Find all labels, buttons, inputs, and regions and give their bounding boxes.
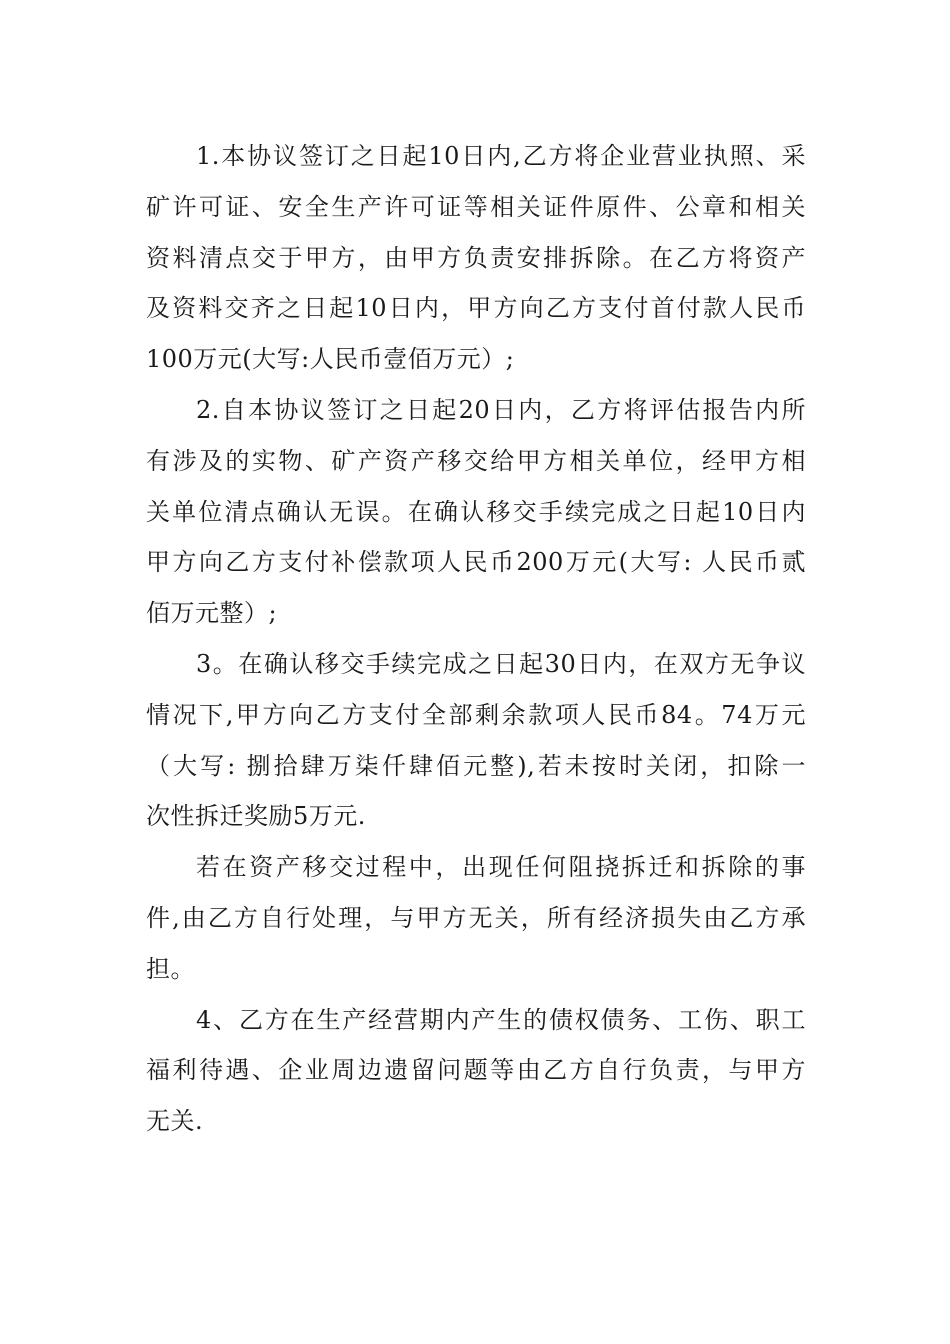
text-line: 3。在确认移交手续完成之日起30日内，在双方无争议 bbox=[196, 649, 806, 678]
text-line: 及资料交齐之日起10日内，甲方向乙方支付首付款人民币 bbox=[146, 294, 806, 323]
text-line: 关单位清点确认无误。在确认移交手续完成之日起10日内 bbox=[146, 497, 806, 526]
text-line: 1.本协议签订之日起10日内,乙方将企业营业执照、采 bbox=[196, 142, 806, 170]
text-line: 资料清点交于甲方，由甲方负责安排拆除。在乙方将资产 bbox=[146, 243, 806, 272]
text-line: 100万元(大写:人民币壹佰万元）; bbox=[146, 345, 515, 374]
text-line: 2.自本协议签订之日起20日内，乙方将评估报告内所 bbox=[196, 395, 806, 424]
text-line: 次性拆迁奖励5万元. bbox=[146, 802, 366, 831]
text-line: 佰万元整）; bbox=[146, 599, 278, 628]
text-line: 福利待遇、企业周边遗留问题等由乙方自行负责，与甲方 bbox=[146, 1056, 806, 1085]
text-line: 若在资产移交过程中，出现任何阻挠拆迁和拆除的事 bbox=[196, 853, 806, 882]
text-line: 有涉及的实物、矿产资产移交给甲方相关单位，经甲方相 bbox=[146, 446, 806, 475]
text-line: 甲方向乙方支付补偿款项人民币200万元(大写: 人民币贰 bbox=[146, 548, 806, 577]
document-body bbox=[146, 131, 806, 1147]
text-line: 件,由乙方自行处理，与甲方无关，所有经济损失由乙方承 bbox=[146, 903, 806, 932]
text-line: 担。 bbox=[146, 954, 195, 983]
text-line: 矿许可证、安全生产许可证等相关证件原件、公章和相关 bbox=[146, 192, 806, 221]
text-line: 4、乙方在生产经营期内产生的债权债务、工伤、职工 bbox=[196, 1005, 806, 1034]
text-line: 情况下,甲方向乙方支付全部剩余款项人民币84。74万元 bbox=[146, 700, 806, 729]
text-line: （大写: 捌拾肆万柒仟肆佰元整),若未按时关闭，扣除一 bbox=[146, 751, 806, 780]
text-line: 无关. bbox=[146, 1107, 204, 1136]
